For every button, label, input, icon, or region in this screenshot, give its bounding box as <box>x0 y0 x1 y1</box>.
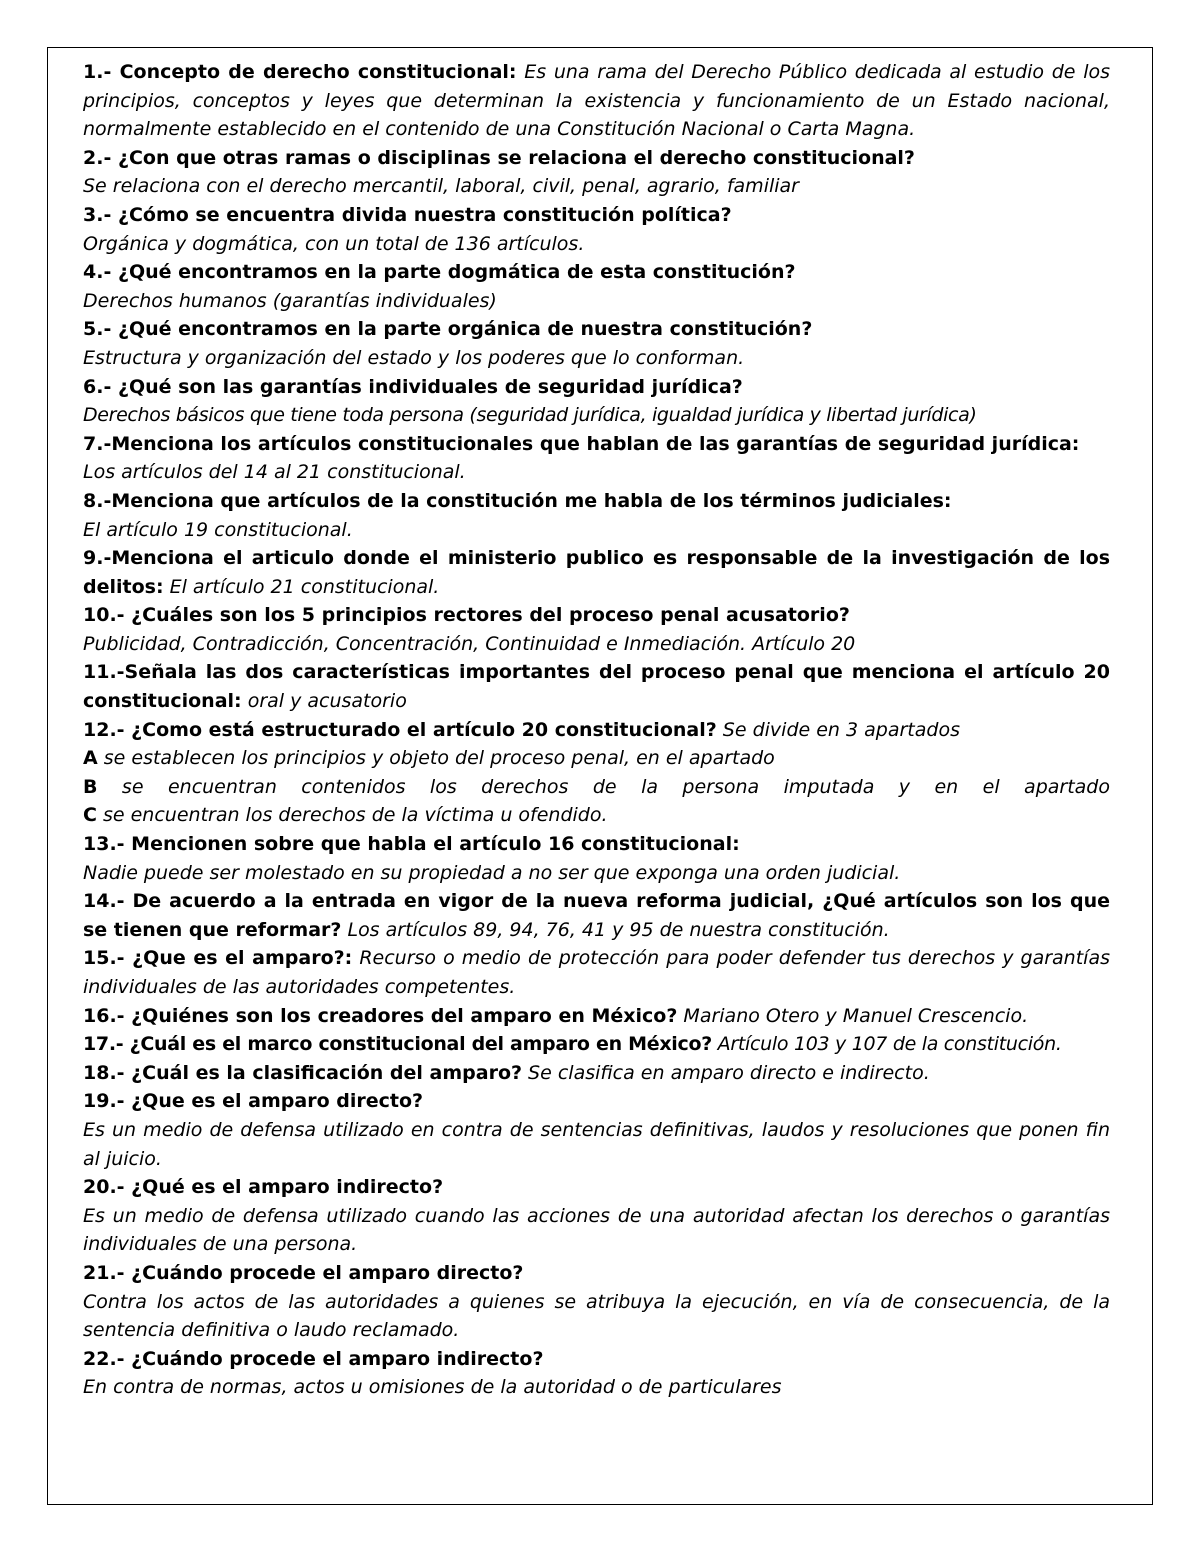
answer-6: Derechos básicos que tiene toda persona (seguridad jurídica, igualdad jurídica y libertad jurídica) <box>83 404 977 427</box>
question-3: 3.- ¿Cómo se encuentra divida nuestra constitución política? <box>83 203 732 226</box>
answer-9: El artículo 21 constitucional. <box>163 575 440 598</box>
question-22: 22.- ¿Cuándo procede el amparo indirecto? <box>83 1347 544 1370</box>
question-18: 18.- ¿Cuál es la clasificación del amparo? <box>83 1061 523 1084</box>
qa-item-6 <box>83 373 1110 430</box>
answer-12: Se divide en 3 apartados <box>716 718 960 741</box>
part-a-text: se establecen los principios y objeto del proceso penal, en el apartado <box>97 747 775 770</box>
answer-18: Se clasifica en amparo directo e indirecto. <box>522 1061 930 1084</box>
answer-20: Es un medio de defensa utilizado cuando las acciones de una autoridad afectan los derechos o garantías individuales de una persona. <box>83 1204 1110 1256</box>
qa-item-12 <box>83 716 1110 745</box>
question-20: 20.- ¿Qué es el amparo indirecto? <box>83 1176 444 1199</box>
qa-item-8 <box>83 487 1110 544</box>
qa-item-19 <box>83 1087 1110 1173</box>
answer-5: Estructura y organización del estado y los poderes que lo conforman. <box>83 346 745 369</box>
qa-item-17 <box>83 1030 1110 1059</box>
answer-19: Es un medio de defensa utilizado en contra de sentencias definitivas, laudos y resoluciones que ponen fin al juicio. <box>83 1118 1110 1170</box>
answer-4: Derechos humanos (garantías individuales) <box>83 289 497 312</box>
qa-item-18 <box>83 1059 1110 1088</box>
answer-21: Contra los actos de las autoridades a quienes se atribuya la ejecución, en vía de consecuencia, de la sentencia definitiva o laudo reclamado. <box>83 1290 1110 1342</box>
item-12-part-c <box>83 801 1110 830</box>
answer-7: Los artículos del 14 al 21 constitucional. <box>83 461 466 484</box>
question-13: 13.- Mencionen sobre que habla el artículo 16 constitucional: <box>83 833 740 856</box>
question-15: 15.- ¿Que es el amparo?: <box>83 947 353 970</box>
qa-item-1 <box>83 58 1110 144</box>
answer-16: Mariano Otero y Manuel Crescencio. <box>677 1004 1029 1027</box>
answer-2: Se relaciona con el derecho mercantil, laboral, civil, penal, agrario, familiar <box>83 175 799 198</box>
question-19: 19.- ¿Que es el amparo directo? <box>83 1090 424 1113</box>
question-21: 21.- ¿Cuándo procede el amparo directo? <box>83 1261 524 1284</box>
answer-15: Recurso o medio de protección para poder defender tus derechos y garantías individuales de las autoridades competentes. <box>83 947 1110 998</box>
qa-item-7 <box>83 430 1110 487</box>
qa-item-20 <box>83 1173 1110 1259</box>
question-1: 1.- Concepto de derecho constitucional: <box>83 61 517 83</box>
qa-item-15 <box>83 944 1110 1001</box>
part-b-letter: B <box>83 775 98 798</box>
answer-13: Nadie puede ser molestado en su propiedad a no ser que exponga una orden judicial. <box>83 861 901 884</box>
question-10: 10.- ¿Cuáles son los 5 principios rectores del proceso penal acusatorio? <box>83 604 850 627</box>
question-9: 9.-Menciona el articulo donde el ministerio publico es responsable de la investigación de los delitos: <box>83 547 1110 598</box>
question-11: 11.-Señala las dos características importantes del proceso penal que menciona el artículo 20 constitucional: <box>83 661 1110 713</box>
question-8: 8.-Menciona que artículos de la constitución me habla de los términos judiciales: <box>83 489 952 512</box>
qa-item-16 <box>83 1002 1110 1031</box>
answer-8: El artículo 19 constitucional. <box>83 518 353 541</box>
part-b-text: se encuentran contenidos los derechos de la persona imputada y en el apartado <box>97 775 1110 798</box>
question-7: 7.-Menciona los artículos constitucionales que hablan de las garantías de seguridad jurídica: <box>83 432 1080 455</box>
question-14: 14.- De acuerdo a la entrada en vigor de la nueva reforma judicial, ¿Qué artículos son los que se tienen que reformar? <box>83 890 1110 941</box>
qa-item-5 <box>83 315 1110 372</box>
qa-item-3 <box>83 201 1110 258</box>
question-4: 4.- ¿Qué encontramos en la parte dogmática de esta constitución? <box>83 261 796 284</box>
qa-item-13 <box>83 830 1110 887</box>
document-body <box>83 58 1110 1402</box>
question-6: 6.- ¿Qué son las garantías individuales de seguridad jurídica? <box>83 375 743 398</box>
question-5: 5.- ¿Qué encontramos en la parte orgánica de nuestra constitución? <box>83 318 813 341</box>
answer-1: Es una rama del Derecho Público dedicada al estudio de los principios, conceptos y leyes que determinan la existencia y funcionamiento de un Estado nacional, normalmente establecido en el contenido de una Constitución Nacional o Carta Magna. <box>83 61 1111 141</box>
part-c-letter: C <box>83 804 97 827</box>
question-12: 12.- ¿Como está estructurado el artículo 20 constitucional? <box>83 718 717 741</box>
qa-item-22 <box>83 1345 1110 1402</box>
qa-item-10 <box>83 601 1110 658</box>
answer-17: Artículo 103 y 107 de la constitución. <box>711 1033 1062 1056</box>
answer-10: Publicidad, Contradicción, Concentración, Continuidad e Inmediación. Artículo 20 <box>83 632 856 655</box>
qa-item-21 <box>83 1259 1110 1345</box>
answer-11: oral y acusatorio <box>241 690 407 713</box>
item-12-part-b <box>83 773 1110 802</box>
question-2: 2.- ¿Con que otras ramas o disciplinas se relaciona el derecho constitucional? <box>83 146 915 169</box>
qa-item-9 <box>83 544 1110 601</box>
qa-item-2 <box>83 144 1110 201</box>
answer-3: Orgánica y dogmática, con un total de 136 artículos. <box>83 232 585 255</box>
part-c-text: se encuentran los derechos de la víctima u ofendido. <box>96 804 608 827</box>
part-a-letter: A <box>83 747 98 770</box>
question-16: 16.- ¿Quiénes son los creadores del amparo en México? <box>83 1004 678 1027</box>
qa-item-14 <box>83 887 1110 944</box>
qa-item-11 <box>83 658 1110 715</box>
item-12-part-a <box>83 744 1110 773</box>
qa-item-4 <box>83 258 1110 315</box>
answer-14: Los artículos 89, 94, 76, 41 y 95 de nuestra constitución. <box>341 918 890 941</box>
answer-22: En contra de normas, actos u omisiones de la autoridad o de particulares <box>83 1376 782 1399</box>
question-17: 17.- ¿Cuál es el marco constitucional del amparo en México? <box>83 1033 712 1056</box>
